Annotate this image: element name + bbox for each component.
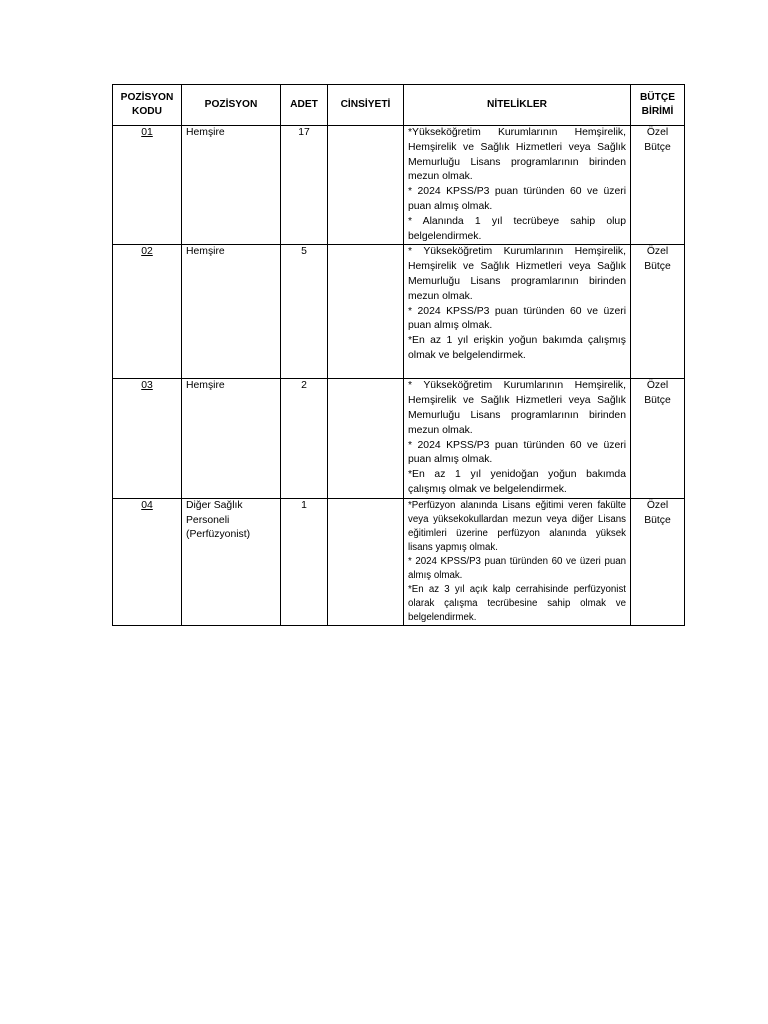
table-header-row	[113, 85, 685, 126]
position-gender	[328, 379, 404, 498]
qualifications-cell	[404, 245, 631, 379]
table-row	[113, 126, 685, 245]
qualification-item: * 2024 KPSS/P3 puan türünden 60 ve üzeri puan almış olmak.	[408, 305, 626, 332]
header-qualifications: NİTELİKLER	[404, 85, 631, 126]
header-gender: CİNSİYETİ	[328, 85, 404, 126]
qualification-item: *En az 1 yıl erişkin yoğun bakımda çalışmış olmak ve belgelendirmek.	[408, 335, 626, 361]
position-code: 01	[141, 127, 153, 138]
table-row	[113, 379, 685, 498]
position-name: Hemşire	[182, 245, 281, 379]
qualification-item: * Alanında 1 yıl tecrübeye sahip olup belgelendirmek.	[408, 215, 626, 242]
position-gender	[328, 245, 404, 379]
table-row	[113, 498, 685, 625]
position-code-cell	[113, 498, 182, 625]
budget-unit: Özel Bütçe	[631, 126, 685, 245]
qualification-item: * 2024 KPSS/P3 puan türünden 60 ve üzeri puan almış olmak.	[408, 555, 626, 581]
position-code: 02	[141, 246, 153, 258]
position-code: 04	[141, 499, 153, 511]
position-name: Hemşire	[182, 379, 281, 498]
header-position-code: POZİSYON KODU	[113, 85, 182, 126]
position-code-cell	[113, 245, 182, 379]
position-count: 5	[281, 245, 328, 379]
qualifications-cell	[404, 126, 631, 245]
header-count: ADET	[281, 85, 328, 126]
positions-table	[112, 84, 685, 626]
qualification-item: *Perfüzyon alanında Lisans eğitimi veren fakülte veya yüksekokullardan mezun veya diğer Lisans eğitimleri üzerine perfüzyon alanında yüksek lisans yapmış olmak.	[408, 499, 626, 553]
qualification-item: * 2024 KPSS/P3 puan türünden 60 ve üzeri puan almış olmak.	[408, 439, 626, 466]
qualifications-cell	[404, 498, 631, 625]
qualification-item: * Yükseköğretim Kurumlarının Hemşirelik, Hemşirelik ve Sağlık Hizmetleri veya Sağlık Memurluğu Lisans programlarının birinden mezun olmak.	[408, 246, 626, 302]
position-gender	[328, 126, 404, 245]
position-count: 17	[281, 126, 328, 245]
qualification-item: *En az 1 yıl yenidoğan yoğun bakımda çalışmış olmak ve belgelendirmek.	[408, 469, 626, 495]
position-name: Hemşire	[182, 126, 281, 245]
qualification-item: *En az 3 yıl açık kalp cerrahisinde perfüzyonist olarak çalışma tecrübesine sahip olmak ve belgelendirmek.	[408, 583, 626, 623]
position-count: 1	[281, 498, 328, 625]
qualification-item: * 2024 KPSS/P3 puan türünden 60 ve üzeri puan almış olmak.	[408, 186, 626, 212]
budget-unit: Özel Bütçe	[631, 498, 685, 625]
budget-unit: Özel Bütçe	[631, 245, 685, 379]
header-budget-unit: BÜTÇE BİRİMİ	[631, 85, 685, 126]
budget-unit: Özel Bütçe	[631, 379, 685, 498]
qualification-item: *Yükseköğretim Kurumlarının Hemşirelik, Hemşirelik ve Sağlık Hizmetleri veya Sağlık Memurluğu Lisans programlarının birinden mezun olmak.	[408, 127, 626, 183]
position-code-cell	[113, 126, 182, 245]
table-row	[113, 245, 685, 379]
qualification-item: * Yükseköğretim Kurumlarının Hemşirelik, Hemşirelik ve Sağlık Hizmetleri veya Sağlık Memurluğu Lisans programlarının birinden mezun olmak.	[408, 380, 626, 436]
position-name: Diğer Sağlık Personeli (Perfüzyonist)	[182, 498, 281, 625]
header-position: POZİSYON	[182, 85, 281, 126]
position-code-cell	[113, 379, 182, 498]
position-count: 2	[281, 379, 328, 498]
qualifications-cell	[404, 379, 631, 498]
position-gender	[328, 498, 404, 625]
position-code: 03	[141, 380, 153, 392]
